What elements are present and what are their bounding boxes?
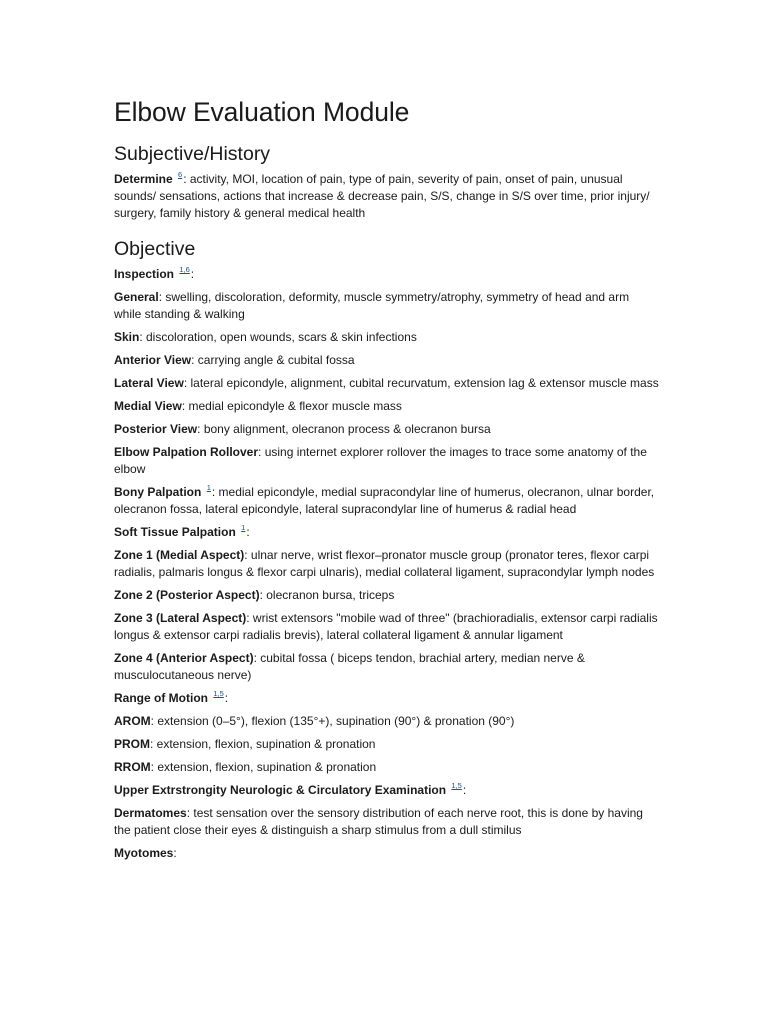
document-paragraph xyxy=(114,650,659,684)
paragraph-text: : xyxy=(190,267,195,281)
paragraph-term: Posterior View xyxy=(114,422,198,436)
paragraph-text: : bony alignment, olecranon process & olecranon bursa xyxy=(197,422,491,436)
document-body xyxy=(114,142,659,862)
document-paragraph xyxy=(114,547,659,581)
section-heading: Subjective/History xyxy=(114,143,271,165)
paragraph-text: : extension (0–5°), flexion (135°+), supination (90°) & pronation (90°) xyxy=(150,714,515,728)
paragraph-term: Zone 2 (Posterior Aspect) xyxy=(114,588,260,602)
document-paragraph xyxy=(114,713,659,730)
document-paragraph xyxy=(114,736,659,753)
reference-link[interactable]: 1,5 xyxy=(451,781,462,790)
document-paragraph xyxy=(114,352,659,369)
paragraph-text: : olecranon bursa, triceps xyxy=(259,588,395,602)
document-paragraph xyxy=(114,587,659,604)
document-paragraph xyxy=(114,375,659,392)
document-paragraph xyxy=(114,444,659,478)
paragraph-text: : xyxy=(246,525,250,539)
paragraph-term: Determine xyxy=(114,172,173,186)
paragraph-term: Medial View xyxy=(114,399,182,413)
paragraph-text: : xyxy=(173,846,177,860)
reference-link[interactable]: 6 xyxy=(178,170,183,179)
document-paragraph xyxy=(114,610,659,644)
document-paragraph xyxy=(114,484,659,518)
paragraph-term: Skin xyxy=(114,330,140,344)
paragraph-term: PROM xyxy=(114,737,150,751)
paragraph-term: Inspection xyxy=(114,267,175,281)
paragraph-term: Zone 4 (Anterior Aspect) xyxy=(114,651,254,665)
paragraph-text: : activity, MOI, location of pain, type of pain, severity of pain, onset of pain, unusual sounds/ sensations, actions that increase & decrease pain, S/S, change in S/S over time, prior injury/ surgery, family history & general medical health xyxy=(114,172,650,220)
document-paragraph xyxy=(114,289,659,323)
paragraph-text: : carrying angle & cubital fossa xyxy=(191,353,355,367)
document-page xyxy=(114,96,659,868)
paragraph-text: : xyxy=(462,783,467,797)
paragraph-term: Upper Extrstrongity Neurologic & Circulatory Examination xyxy=(114,783,447,797)
paragraph-text: : extension, flexion, supination & pronation xyxy=(150,760,377,774)
reference-link[interactable]: 1,6 xyxy=(179,265,190,274)
document-paragraph xyxy=(114,171,659,222)
paragraph-term: Zone 1 (Medial Aspect) xyxy=(114,548,245,562)
paragraph-text: : medial epicondyle, medial supracondylar line of humerus, olecranon, ulnar border, olecranon fossa, lateral epicondyle, lateral supracondylar line of humerus & radial head xyxy=(114,485,655,516)
paragraph-text: : swelling, discoloration, deformity, muscle symmetry/atrophy, symmetry of head and arm while standing & walking xyxy=(114,290,630,321)
paragraph-text: : discoloration, open wounds, scars & skin infections xyxy=(139,330,417,344)
paragraph-term: Soft Tissue Palpation xyxy=(114,525,236,539)
paragraph-term: Range of Motion xyxy=(114,691,208,705)
paragraph-text: : test sensation over the sensory distribution of each nerve root, this is done by having the patient close their eyes & distinguish a sharp stimulus from a dull stimilus xyxy=(114,806,643,837)
document-paragraph xyxy=(114,524,659,541)
paragraph-text: : lateral epicondyle, alignment, cubital recurvatum, extension lag & extensor muscle mass xyxy=(183,376,659,390)
paragraph-term: Zone 3 (Lateral Aspect) xyxy=(114,611,247,625)
document-paragraph xyxy=(114,266,659,283)
paragraph-text: : extension, flexion, supination & pronation xyxy=(150,737,376,751)
document-paragraph xyxy=(114,329,659,346)
paragraph-term: AROM xyxy=(114,714,151,728)
paragraph-term: Anterior View xyxy=(114,353,192,367)
paragraph-term: Dermatomes xyxy=(114,806,187,820)
paragraph-text: : using internet explorer rollover the images to trace some anatomy of the elbow xyxy=(114,445,647,476)
reference-link[interactable]: 1,5 xyxy=(213,689,224,698)
section-heading: Objective xyxy=(114,238,196,260)
paragraph-term: Elbow Palpation Rollover xyxy=(114,445,259,459)
paragraph-text: : ulnar nerve, wrist flexor–pronator muscle group (pronator teres, flexor carpi radialis, palmaris longus & flexor carpi ulnaris), medial collateral ligament, supracondylar lymph nodes xyxy=(114,548,655,579)
document-paragraph xyxy=(114,782,659,799)
reference-link[interactable]: 1 xyxy=(206,483,211,492)
paragraph-text: : wrist extensors "mobile wad of three" (brachioradialis, extensor carpi radialis longus & extensor carpi radialis brevis), lateral collateral ligament & annular ligament xyxy=(114,611,658,642)
paragraph-text: : cubital fossa ( biceps tendon, brachial artery, median nerve & musculocutaneous nerve) xyxy=(114,651,585,682)
document-paragraph xyxy=(114,421,659,438)
document-paragraph xyxy=(114,759,659,776)
document-paragraph xyxy=(114,805,659,839)
paragraph-term: Myotomes xyxy=(114,846,174,860)
paragraph-term: Lateral View xyxy=(114,376,184,390)
reference-link[interactable]: 1 xyxy=(241,523,246,532)
paragraph-text: : xyxy=(224,691,229,705)
paragraph-text: : medial epicondyle & flexor muscle mass xyxy=(181,399,402,413)
paragraph-term: General xyxy=(114,290,159,304)
paragraph-term: RROM xyxy=(114,760,151,774)
document-title: Elbow Evaluation Module xyxy=(114,97,410,127)
document-paragraph xyxy=(114,690,659,707)
document-paragraph xyxy=(114,398,659,415)
document-paragraph xyxy=(114,845,659,862)
paragraph-term: Bony Palpation xyxy=(114,485,202,499)
